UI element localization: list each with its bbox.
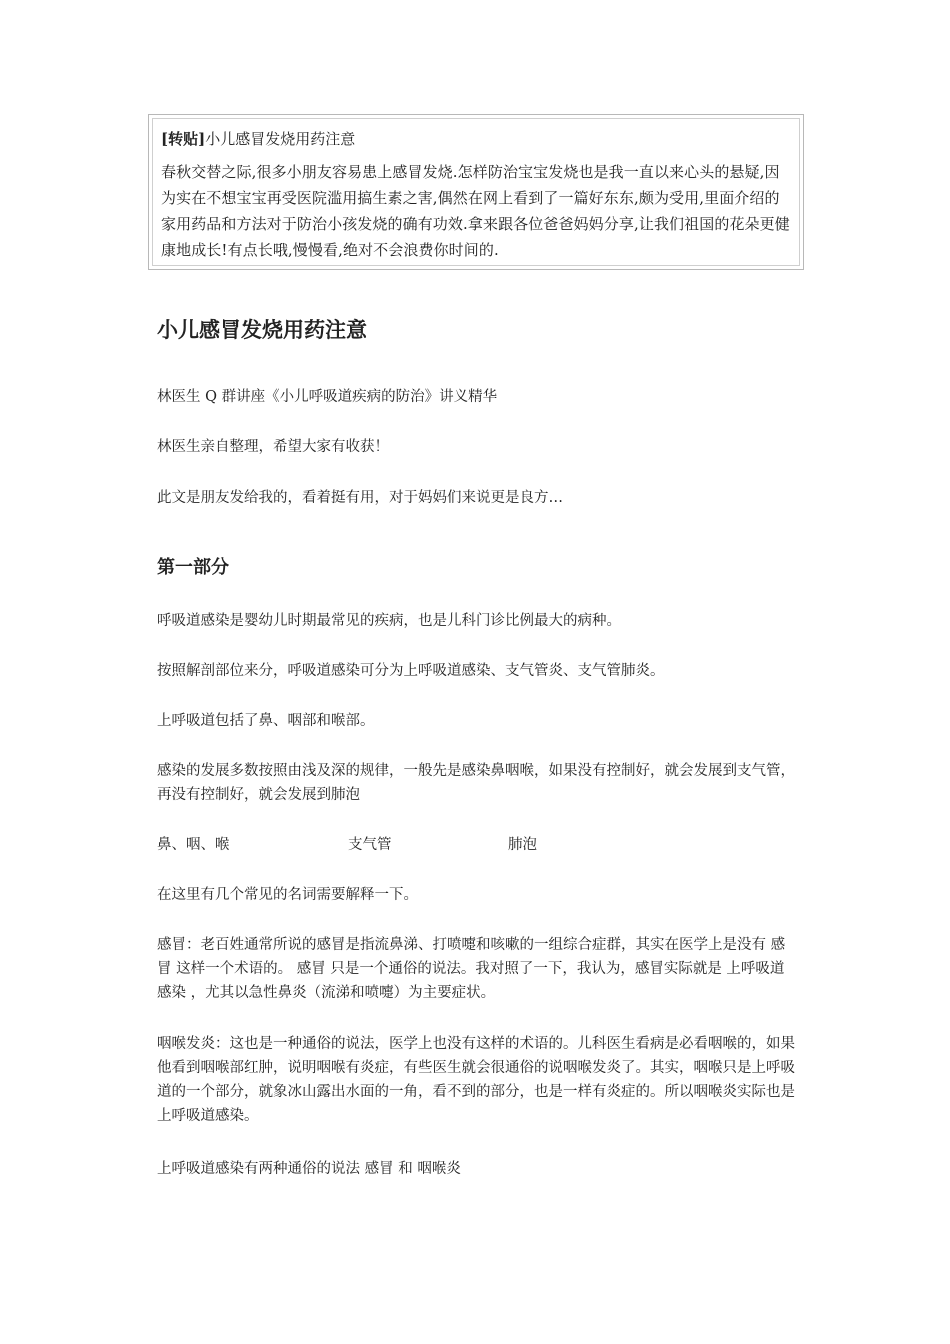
intro-line-2: 林医生亲自整理，希望大家有收获！ — [157, 439, 389, 455]
paragraph: 按照解剖部位来分，呼吸道感染可分为上呼吸道感染、支气管炎、支气管肺炎。 — [157, 663, 665, 679]
repost-box-inner — [152, 118, 800, 266]
paragraph: 呼吸道感染是婴幼儿时期最常见的疾病，也是儿科门诊比例最大的病种。 — [157, 613, 621, 629]
repost-title: 小儿感冒发烧用药注意 — [205, 130, 356, 148]
article-title: 小儿感冒发烧用药注意 — [157, 317, 367, 342]
progression-step: 鼻、咽、喉 — [157, 837, 230, 853]
closing-line: 上呼吸道感染有两种通俗的说法 感冒 和 咽喉炎 — [157, 1161, 461, 1177]
repost-title-line — [161, 129, 791, 149]
repost-box — [148, 114, 804, 270]
section-title: 第一部分 — [157, 557, 229, 578]
progression-step: 肺泡 — [508, 837, 537, 853]
intro-line-1: 林医生 Q 群讲座《小儿呼吸道疾病的防治》讲义精华 — [157, 389, 498, 405]
progression-row — [157, 833, 797, 857]
repost-tag: [转贴] — [161, 130, 206, 148]
repost-body: 春秋交替之际,很多小朋友容易患上感冒发烧.怎样防治宝宝发烧也是我一直以来心头的悬疑,因为实在不想宝宝再受医院滥用搞生素之害,偶然在网上看到了一篇好东东,颇为受用,里面介绍的家用药品和方法对于防治小孩发烧的确有功效.拿来跟各位爸爸妈妈分享,让我们祖国的花朵更健康地成长!有点长哦,慢慢看,绝对不会浪费你时间的. — [161, 163, 790, 259]
terms-intro: 在这里有几个常见的名词需要解释一下。 — [157, 887, 418, 903]
paragraph: 感染的发展多数按照由浅及深的规律，一般先是感染鼻咽喉，如果没有控制好，就会发展到支气管，再没有控制好，就会发展到肺泡 — [157, 763, 795, 803]
definition-cold: 感冒：老百姓通常所说的感冒是指流鼻涕、打喷嚏和咳嗽的一组综合症群，其实在医学上是没有 感冒 这样一个术语的。 感冒 只是一个通俗的说法。我对照了一下，我认为，感冒实际就是 上呼吸道感染 ，尤其以急性鼻炎（流涕和喷嚏）为主要症状。 — [157, 937, 786, 1001]
intro-line-3: 此文是朋友发给我的，看着挺有用，对于妈妈们来说更是良方… — [157, 490, 563, 506]
progression-step: 支气管 — [348, 837, 392, 853]
definition-pharyngitis: 咽喉发炎：这也是一种通俗的说法，医学上也没有这样的术语的。儿科医生看病是必看咽喉的，如果他看到咽喉部红肿，说明咽喉有炎症，有些医生就会很通俗的说咽喉发炎了。其实，咽喉只是上呼吸道的一个部分，就象冰山露出水面的一角，看不到的部分，也是一样有炎症的。所以咽喉炎实际也是上呼吸道感染。 — [157, 1036, 795, 1124]
paragraph: 上呼吸道包括了鼻、咽部和喉部。 — [157, 713, 375, 729]
